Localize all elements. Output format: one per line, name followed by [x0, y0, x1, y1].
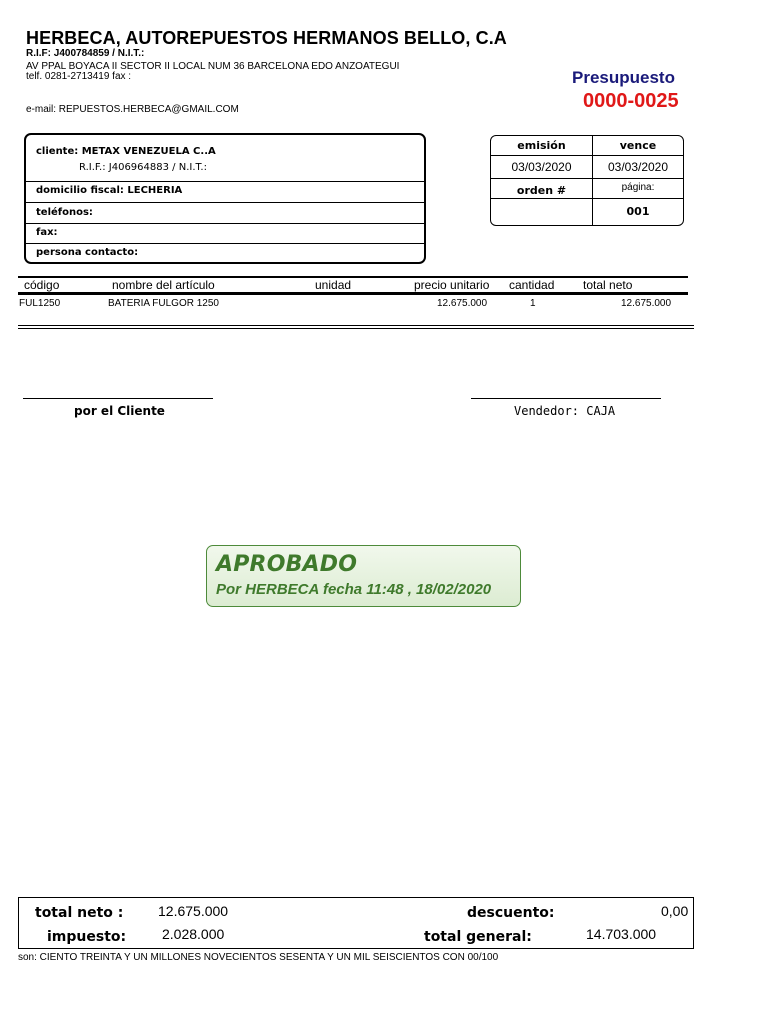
client-contact-label: persona contacto:	[36, 247, 139, 258]
client-fax-label: fax:	[36, 227, 58, 238]
due-label: vence	[619, 139, 657, 152]
client-signature-label: por el Cliente	[74, 404, 165, 418]
company-rif: R.I.F: J400784859 / N.I.T.:	[26, 48, 145, 59]
document-number: 0000-0025	[583, 90, 679, 112]
client-phones-label: teléfonos:	[36, 207, 93, 218]
row-unit-price: 12.675.000	[437, 298, 488, 309]
col-header-unit-price: precio unitario	[414, 278, 490, 292]
divider	[491, 178, 683, 179]
grand-total-label: total general:	[424, 929, 532, 945]
col-header-quantity: cantidad	[509, 278, 555, 292]
table-end-rule	[18, 328, 694, 329]
row-quantity: 1	[530, 298, 536, 309]
grand-total-value: 14.703.000	[586, 926, 657, 942]
date-info-box	[490, 135, 684, 226]
row-code: FUL1250	[19, 298, 61, 309]
tax-value: 2.028.000	[162, 926, 225, 942]
company-email: e-mail: REPUESTOS.HERBECA@GMAIL.COM	[26, 104, 239, 115]
company-name: HERBECA, AUTOREPUESTOS HERMANOS BELLO, C.A	[26, 28, 507, 48]
client-info-box	[24, 133, 426, 264]
page-label: página:	[621, 182, 655, 193]
page-value: 001	[626, 205, 650, 218]
discount-label: descuento:	[467, 905, 555, 921]
client-address: domicilio fiscal: LECHERIA	[36, 185, 183, 196]
document-type: Presupuesto	[572, 68, 675, 87]
seller-signature-label: Vendedor: CAJA	[514, 404, 616, 418]
stamp-title: APROBADO	[216, 552, 358, 577]
client-signature-line	[23, 398, 213, 399]
col-header-name: nombre del artículo	[112, 278, 215, 292]
company-phone: telf. 0281-2713419 fax :	[26, 71, 132, 82]
totals-box	[18, 897, 694, 949]
seller-signature-line	[471, 398, 661, 399]
client-rif: R.I.F.: J406964883 / N.I.T.:	[79, 162, 207, 173]
col-header-unit: unidad	[315, 278, 352, 292]
tax-label: impuesto:	[47, 929, 127, 945]
stamp-detail: Por HERBECA fecha 11:48 , 18/02/2020	[216, 581, 492, 598]
divider	[26, 243, 424, 244]
emission-label: emisión	[517, 139, 566, 152]
divider	[491, 155, 683, 156]
order-label: orden #	[516, 184, 567, 197]
net-total-value: 12.675.000	[158, 903, 229, 919]
amount-in-words: son: CIENTO TREINTA Y UN MILLONES NOVECIENTOS SESENTA Y UN MIL SEISCIENTOS CON 00/100	[18, 952, 499, 963]
approval-stamp	[206, 545, 521, 607]
col-header-total: total neto	[583, 278, 633, 292]
row-total: 12.675.000	[621, 298, 672, 309]
due-date: 03/03/2020	[607, 160, 669, 174]
divider	[491, 198, 683, 199]
discount-value: 0,00	[661, 903, 689, 919]
table-end-rule	[18, 325, 694, 326]
client-name: cliente: METAX VENEZUELA C..A	[36, 146, 216, 157]
emission-date: 03/03/2020	[511, 160, 572, 174]
row-name: BATERIA FULGOR 1250	[108, 298, 219, 309]
divider	[26, 223, 424, 224]
divider	[26, 181, 424, 182]
company-address: AV PPAL BOYACA II SECTOR II LOCAL NUM 36 BARCELONA EDO ANZOATEGUI	[26, 61, 400, 72]
net-total-label: total neto :	[35, 905, 124, 921]
divider	[26, 202, 424, 203]
col-header-code: código	[24, 278, 60, 292]
table-header-rule	[18, 292, 688, 295]
